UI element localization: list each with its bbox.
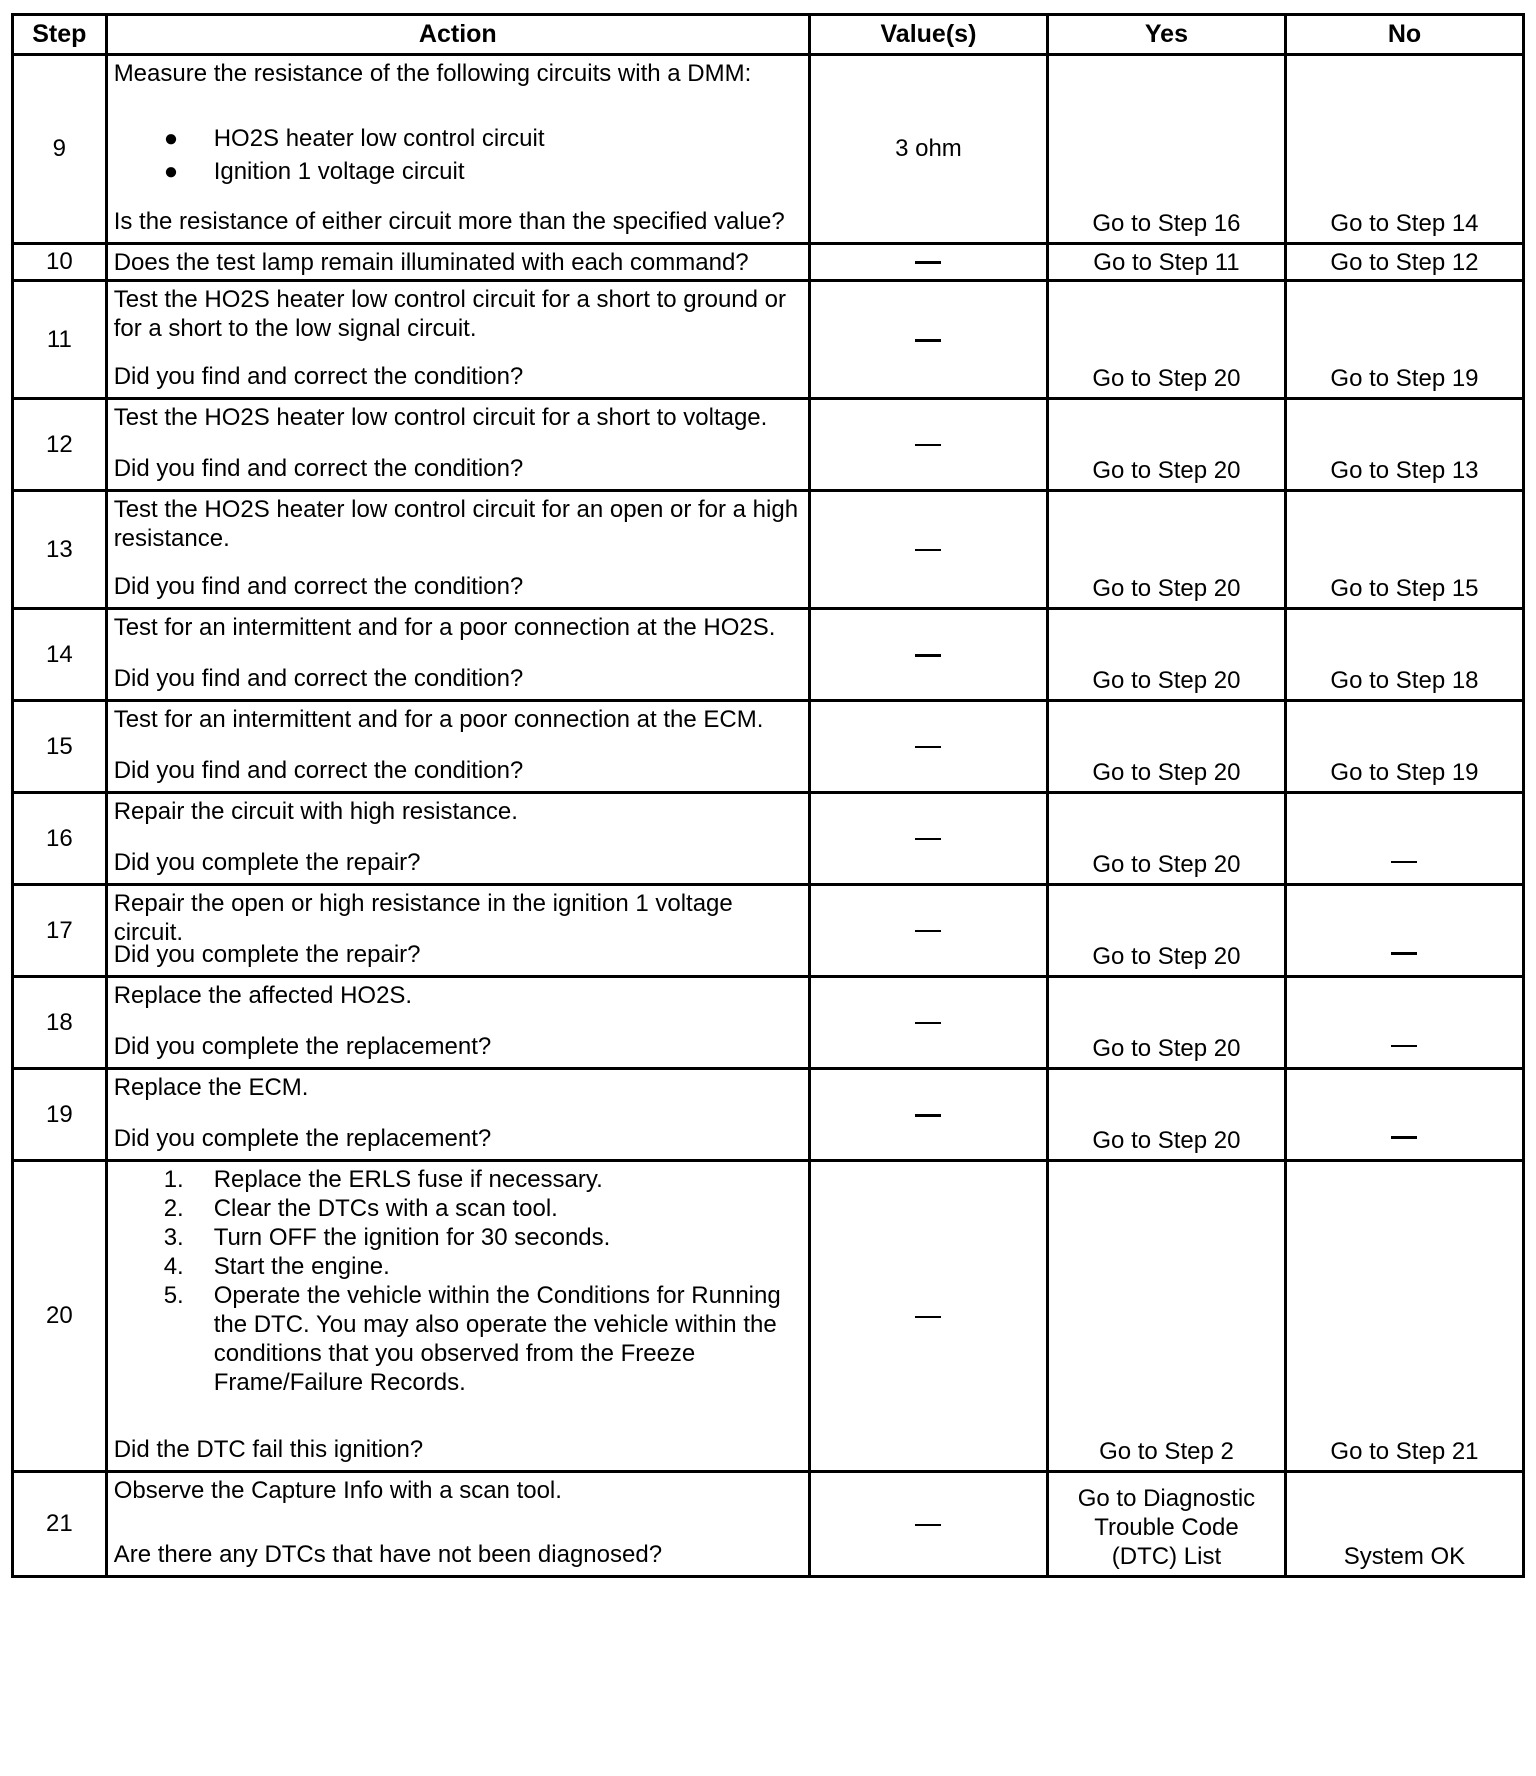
action-cell [106, 244, 809, 281]
action-instruction: Test the HO2S heater low control circuit for a short to voltage. [113, 404, 768, 431]
list-item [114, 1281, 802, 1397]
action-cell [106, 399, 809, 491]
list-item [114, 122, 802, 155]
list-item-text: Turn OFF the ignition for 30 seconds. [213, 1224, 611, 1251]
action-question: Does the test lamp remain illuminated with each command? [113, 248, 749, 276]
list-number: 1. [163, 1166, 184, 1193]
action-instruction: Test for an intermittent and for a poor connection at the ECM. [113, 706, 764, 733]
action-cell [106, 977, 809, 1069]
dash-icon [1391, 1136, 1417, 1139]
step-number: 10 [13, 244, 107, 281]
action-instruction: Replace the ECM. [113, 1074, 309, 1101]
action-cell [106, 281, 809, 399]
yes-cell: Go to Step 20 [1047, 793, 1285, 885]
action-cell [106, 491, 809, 609]
list-item-text: HO2S heater low control circuit [213, 125, 545, 152]
dash-icon [915, 339, 941, 342]
no-cell: Go to Step 15 [1285, 491, 1523, 609]
table-row [13, 701, 1524, 793]
step-number: 18 [13, 977, 107, 1069]
no-cell [1285, 793, 1523, 885]
action-instruction: Test the HO2S heater low control circuit for an open or for a high resistance. [113, 496, 799, 552]
yes-cell: Go to Diagnostic Trouble Code (DTC) List [1047, 1472, 1285, 1577]
no-cell: Go to Step 12 [1285, 244, 1523, 281]
table-row [13, 281, 1524, 399]
table-row [13, 1472, 1524, 1577]
diagnostic-table [11, 13, 1525, 1578]
yes-cell: Go to Step 20 [1047, 609, 1285, 701]
dash-icon [915, 1022, 941, 1024]
no-cell: System OK [1285, 1472, 1523, 1577]
yes-cell: Go to Step 20 [1047, 491, 1285, 609]
action-instruction: Test for an intermittent and for a poor connection at the HO2S. [113, 614, 776, 641]
header-row [13, 15, 1524, 55]
list-item-text: Start the engine. [213, 1253, 390, 1280]
action-instruction: Measure the resistance of the following circuits with a DMM: [113, 60, 752, 87]
dash-icon [915, 1114, 941, 1117]
list-item [114, 1194, 802, 1223]
no-cell [1285, 1069, 1523, 1161]
header-step: Step [13, 15, 107, 55]
yes-cell: Go to Step 20 [1047, 885, 1285, 977]
no-cell: Go to Step 19 [1285, 701, 1523, 793]
dash-icon [915, 746, 941, 748]
action-question: Did you find and correct the condition? [113, 573, 524, 600]
numbered-list [114, 1165, 802, 1397]
action-question: Did you find and correct the condition? [113, 363, 524, 390]
no-cell: Go to Step 13 [1285, 399, 1523, 491]
bullet-icon: ● [163, 125, 179, 152]
action-question: Did the DTC fail this ignition? [113, 1436, 424, 1463]
step-number: 11 [13, 281, 107, 399]
yes-cell: Go to Step 16 [1047, 55, 1285, 244]
dash-icon [915, 838, 941, 840]
no-cell: Go to Step 18 [1285, 609, 1523, 701]
action-cell [106, 1069, 809, 1161]
action-question: Did you complete the replacement? [113, 1033, 492, 1060]
value-cell [809, 281, 1047, 399]
list-item-text: Ignition 1 voltage circuit [213, 158, 465, 185]
action-question: Did you find and correct the condition? [113, 665, 524, 692]
value-cell [809, 1069, 1047, 1161]
dash-icon [1391, 952, 1417, 955]
value-cell [809, 399, 1047, 491]
table-row [13, 793, 1524, 885]
action-question: Did you find and correct the condition? [113, 455, 524, 482]
table-row [13, 1069, 1524, 1161]
action-instruction: Observe the Capture Info with a scan tool. [113, 1477, 562, 1504]
value-cell [809, 977, 1047, 1069]
bullet-icon: ● [163, 158, 179, 185]
dash-icon [915, 549, 941, 551]
step-number: 16 [13, 793, 107, 885]
action-question: Did you complete the repair? [113, 849, 421, 876]
action-instruction: Repair the open or high resistance in the ignition 1 voltage circuit. [113, 890, 733, 946]
dash-icon [915, 1316, 941, 1318]
action-cell [106, 701, 809, 793]
no-cell: Go to Step 14 [1285, 55, 1523, 244]
dash-icon [1391, 1045, 1417, 1047]
no-cell [1285, 885, 1523, 977]
header-values: Value(s) [809, 15, 1047, 55]
no-cell: Go to Step 19 [1285, 281, 1523, 399]
yes-cell: Go to Step 20 [1047, 977, 1285, 1069]
step-number: 17 [13, 885, 107, 977]
table-row [13, 1161, 1524, 1472]
action-cell [106, 885, 809, 977]
action-question: Is the resistance of either circuit more than the specified value? [113, 208, 785, 235]
value-cell [809, 701, 1047, 793]
yes-cell: Go to Step 20 [1047, 1069, 1285, 1161]
action-instruction: Repair the circuit with high resistance. [113, 798, 518, 825]
table-row [13, 977, 1524, 1069]
action-instruction: Test the HO2S heater low control circuit for a short to ground or for a short to the low signal circuit. [113, 286, 787, 342]
table-row [13, 609, 1524, 701]
dash-icon [915, 261, 941, 264]
action-instruction: Replace the affected HO2S. [113, 982, 413, 1009]
table-row [13, 491, 1524, 609]
table-row [13, 885, 1524, 977]
step-number: 12 [13, 399, 107, 491]
step-number: 9 [13, 55, 107, 244]
step-number: 21 [13, 1472, 107, 1577]
list-number: 2. [163, 1195, 184, 1222]
table-row [13, 55, 1524, 244]
value-cell [809, 1161, 1047, 1472]
step-number: 19 [13, 1069, 107, 1161]
action-cell [106, 55, 809, 244]
dash-icon [915, 1524, 941, 1526]
dash-icon [915, 930, 941, 932]
action-cell [106, 1161, 809, 1472]
value-cell [809, 491, 1047, 609]
yes-cell: Go to Step 20 [1047, 281, 1285, 399]
step-number: 14 [13, 609, 107, 701]
action-question: Did you find and correct the condition? [113, 757, 524, 784]
no-cell: Go to Step 21 [1285, 1161, 1523, 1472]
step-number: 20 [13, 1161, 107, 1472]
list-item-text: Clear the DTCs with a scan tool. [213, 1195, 558, 1222]
value-cell [809, 1472, 1047, 1577]
list-number: 3. [163, 1224, 184, 1251]
value-cell [809, 244, 1047, 281]
list-item [114, 155, 802, 188]
action-cell [106, 609, 809, 701]
list-item-text: Operate the vehicle within the Conditions for Running the DTC. You may also operate the vehicle within the conditions that you observed from the Freeze Frame/Failure Records. [213, 1282, 781, 1396]
dash-icon [1391, 861, 1417, 863]
list-number: 4. [163, 1253, 184, 1280]
list-item [114, 1165, 802, 1194]
action-question: Are there any DTCs that have not been diagnosed? [113, 1541, 663, 1568]
bullet-list [114, 122, 802, 188]
header-yes: Yes [1047, 15, 1285, 55]
list-number: 5. [163, 1282, 184, 1309]
yes-cell: Go to Step 2 [1047, 1161, 1285, 1472]
dash-icon [915, 654, 941, 657]
yes-cell: Go to Step 20 [1047, 399, 1285, 491]
step-number: 15 [13, 701, 107, 793]
header-no: No [1285, 15, 1523, 55]
yes-cell: Go to Step 20 [1047, 701, 1285, 793]
no-cell [1285, 977, 1523, 1069]
list-item-text: Replace the ERLS fuse if necessary. [213, 1166, 603, 1193]
value-cell [809, 793, 1047, 885]
list-item [114, 1223, 802, 1252]
dash-icon [915, 444, 941, 446]
list-item [114, 1252, 802, 1281]
yes-cell: Go to Step 11 [1047, 244, 1285, 281]
header-action: Action [106, 15, 809, 55]
table-row [13, 399, 1524, 491]
action-cell [106, 1472, 809, 1577]
step-number: 13 [13, 491, 107, 609]
action-question: Did you complete the repair? [113, 941, 421, 968]
table-row [13, 244, 1524, 281]
action-cell [106, 793, 809, 885]
action-question: Did you complete the replacement? [113, 1125, 492, 1152]
value-cell [809, 609, 1047, 701]
value-cell [809, 885, 1047, 977]
value-cell: 3 ohm [809, 55, 1047, 244]
